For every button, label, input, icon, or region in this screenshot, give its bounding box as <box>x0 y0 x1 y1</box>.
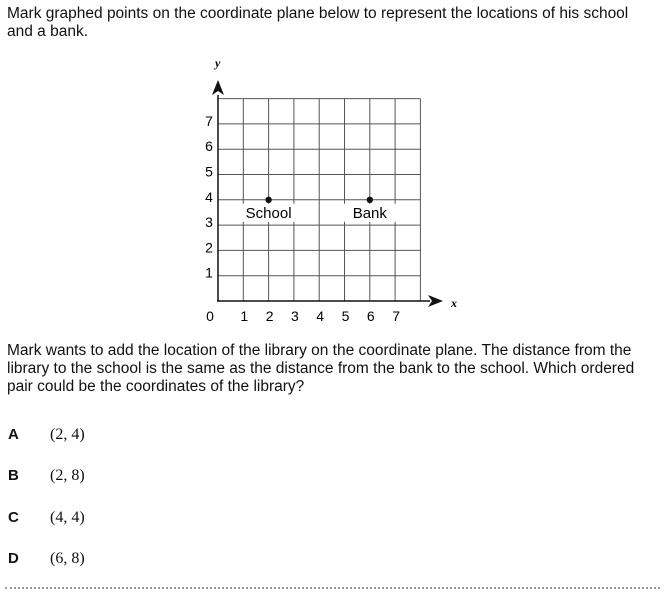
y-tick-labels <box>205 113 213 281</box>
y-tick-label: 3 <box>205 214 213 231</box>
point-marker <box>367 197 373 203</box>
point-marker <box>265 197 271 203</box>
x-tick-label: 4 <box>316 308 325 324</box>
x-tick-label: 5 <box>341 308 350 324</box>
y-tick-label: 4 <box>205 188 213 205</box>
point-label: Bank <box>352 204 387 222</box>
x-tick-label: 2 <box>265 308 274 324</box>
x-tick-labels <box>240 308 400 324</box>
origin-label: 0 <box>206 308 214 324</box>
intro-text: Mark graphed points on the coordinate plane below to represent the locations of his school and a bank. <box>7 5 629 40</box>
question-text: Mark wants to add the location of the library on the coordinate plane. The distance from the library to the school is the same as the distance from the bank to the school. Which ordered pair could be the coordinates of the library? <box>7 342 635 395</box>
y-axis-letter: y <box>215 56 221 70</box>
choice-letter: C <box>8 509 19 526</box>
x-axis-arrow <box>428 295 443 307</box>
choice-letter: A <box>8 426 19 443</box>
y-tick-label: 1 <box>205 264 213 281</box>
y-tick-label: 7 <box>205 112 213 129</box>
choice-ordered-pair: (4, 4) <box>50 509 85 526</box>
x-axis-letter: x <box>451 296 457 310</box>
y-tick-label: 5 <box>205 163 213 180</box>
y-tick-label: 2 <box>205 239 213 256</box>
x-tick-label: 1 <box>240 308 249 324</box>
section-divider <box>5 587 660 589</box>
point-label: School <box>245 204 292 222</box>
choice-ordered-pair: (2, 8) <box>50 467 85 484</box>
choice-ordered-pair: (6, 8) <box>50 550 85 567</box>
grid-lines <box>218 99 420 301</box>
y-axis-arrow <box>212 80 224 95</box>
choice-letter: B <box>8 467 19 484</box>
x-tick-label: 3 <box>291 308 299 324</box>
choice-ordered-pair: (2, 4) <box>50 426 85 443</box>
y-tick-label: 6 <box>205 138 213 155</box>
x-tick-label: 6 <box>366 308 375 324</box>
choice-letter: D <box>8 550 19 567</box>
x-tick-label: 7 <box>392 308 400 324</box>
